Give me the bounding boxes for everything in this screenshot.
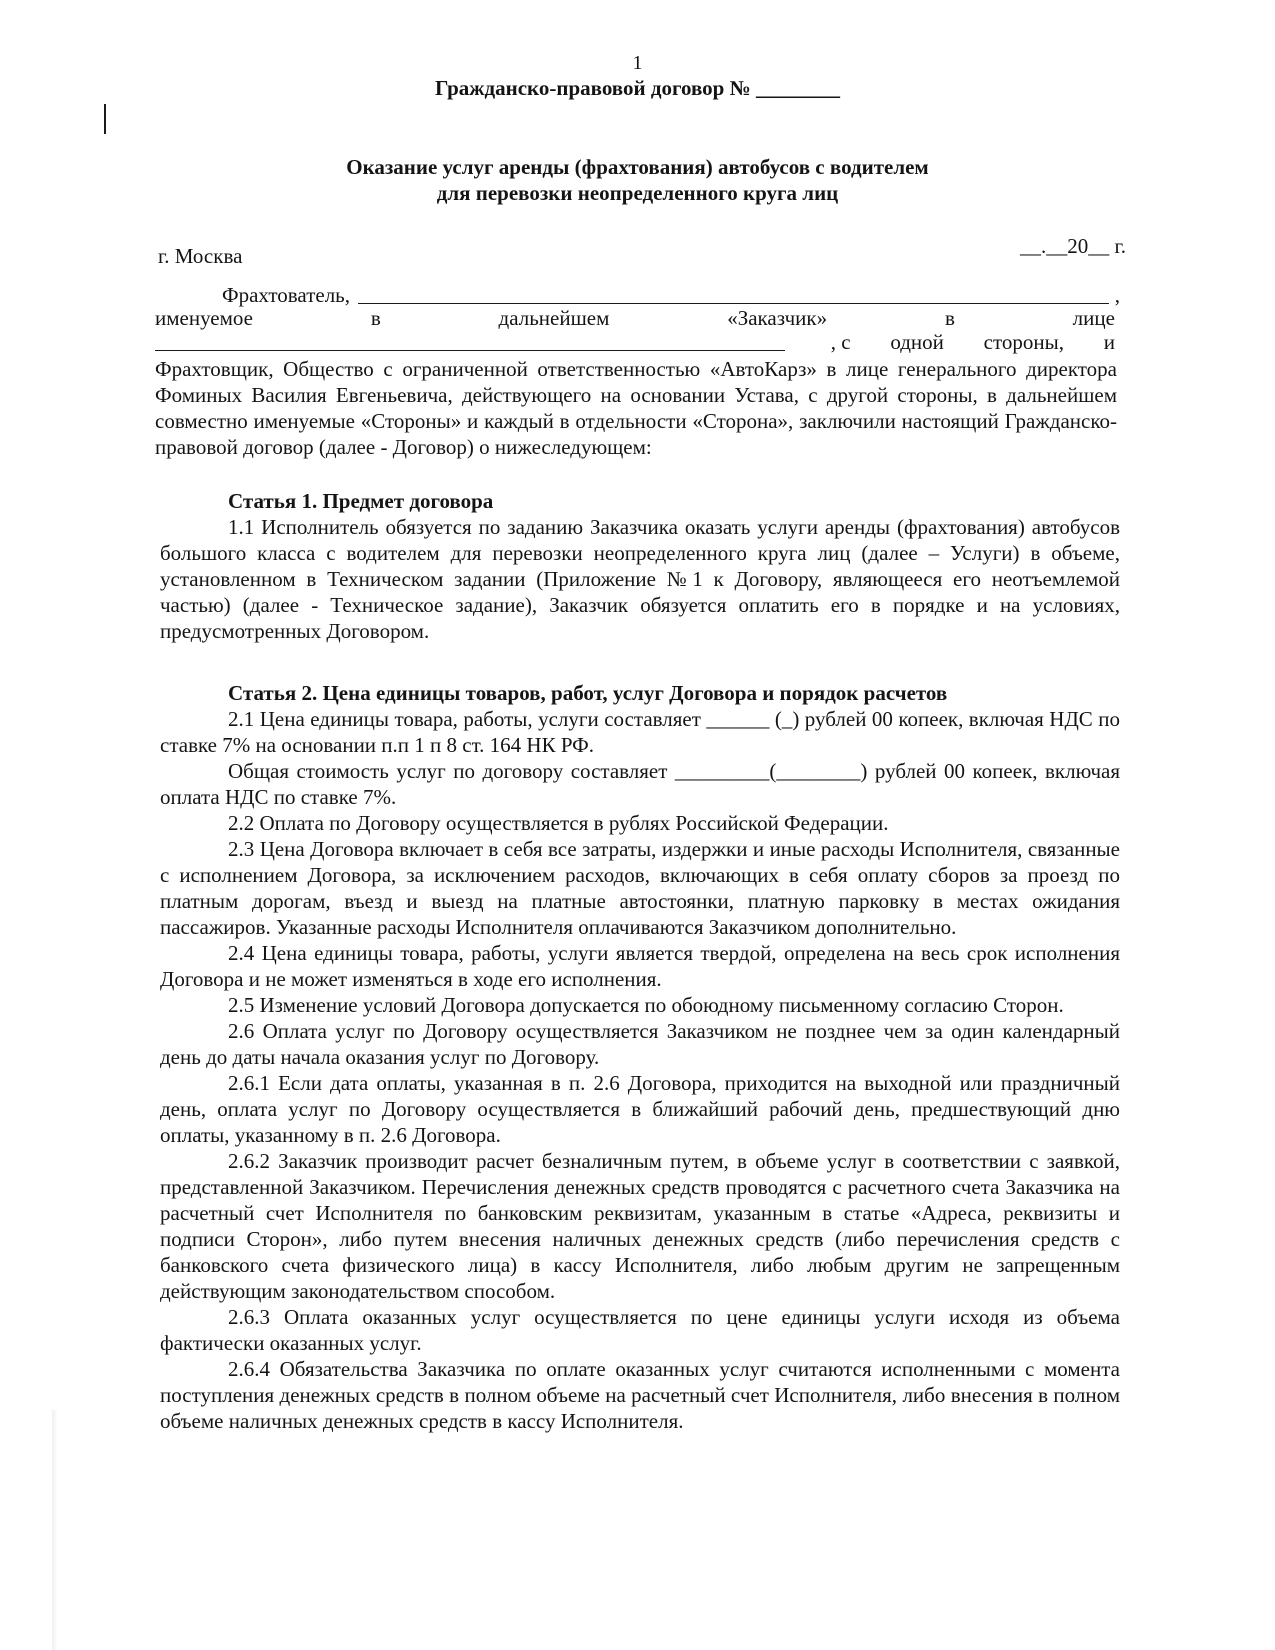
clause-2-1: 2.1 Цена единицы товара, работы, услуги составляет ______ (_) рублей 00 копеек, включая НДС по ставке 7% на основании п.п 1 п 8 ст. 164 НК РФ. — [160, 707, 1120, 757]
article-1 — [160, 488, 1120, 644]
clause-2-6-4: 2.6.4 Обязательства Заказчика по оплате оказанных услуг считаются исполненными с момента поступления денежных средств в полном объеме на расчетный счет Исполнителя, либо внесения в полном объеме наличных денежных средств в кассу Исполнителя. — [160, 1357, 1120, 1433]
named-line — [155, 306, 1115, 331]
contract-subtitle — [0, 154, 1275, 206]
clause-2-6-3: 2.6.3 Оплата оказанных услуг осуществляется по цене единицы услуги исходя из объема фактически оказанных услуг. — [160, 1305, 1120, 1355]
side-word: одной — [890, 330, 944, 354]
representative-line — [155, 330, 1115, 355]
city: г. Москва — [158, 244, 243, 268]
named-word: «Заказчик» — [727, 306, 828, 330]
clause-2-4: 2.4 Цена единицы товара, работы, услуги является твердой, определена на весь срок исполнения Договора и не может изменяться в ходе его исполнения. — [160, 941, 1120, 991]
freighter-label: Фрахтователь, — [222, 283, 351, 307]
freighter-blank — [358, 302, 1109, 304]
clause-2-6-2: 2.6.2 Заказчик производит расчет безналичным путем, в объеме услуг в соответствии с заявкой, представленной Заказчиком. Перечисления денежных средств проводятся с расчетного счета Заказчика на расчетный счет Исполнителя по банковским реквизитам, указанным в статье «Адреса, реквизиты и подписи Сторон», либо путем внесения наличных денежных средств (либо перечисления средств с банковского счета физического лица) в кассу Исполнителя, либо любым другим не запрещенным действующим законодательством способом. — [160, 1149, 1120, 1303]
clause-2-2: 2.2 Оплата по Договору осуществляется в рублях Российской Федерации. — [228, 811, 889, 835]
named-word: лице — [1072, 306, 1115, 330]
clause-2-6: 2.6 Оплата услуг по Договору осуществляется Заказчиком не позднее чем за один календарный день до даты начала оказания услуг по Договору. — [160, 1019, 1120, 1069]
subtitle-line-2: для перевозки неопределенного круга лиц — [436, 181, 839, 205]
clause-2-3: 2.3 Цена Договора включает в себя все затраты, издержки и иные расходы Исполнителя, связанные с исполнением Договора, за исключением расходов, включающих в себя оплату сборов за проезд по платным дорогам, въезд и выезд на платные автостоянки, платную парковку в местах ожидания пассажиров. Указанные расходы Исполнителя оплачиваются Заказчиком дополнительно. — [160, 837, 1120, 939]
named-word: в — [944, 306, 955, 330]
clause-2-5: 2.5 Изменение условий Договора допускается по обоюдному письменному согласию Сторон. — [228, 993, 1064, 1017]
scan-shadow — [52, 1410, 58, 1650]
article-2 — [160, 680, 1120, 1434]
contract-date: __.__20__ г. — [1020, 234, 1126, 258]
named-word: именуемое — [155, 306, 253, 330]
clause-2-1-total: Общая стоимость услуг по договору составляет _________(________) рублей 00 копеек, включая оплата НДС по ставке 7%. — [160, 759, 1120, 809]
paragraph: Фрахтовщик, Общество с ограниченной ответственностью «АвтоКарз» в лице генерального директора Фоминых Василия Евгеньевича, действующего на основании Устава, с другой стороны, в дальнейшем совместно именуемые «Стороны» и каждый в отдельности «Сторона», заключили настоящий Гражданско-правовой договор (далее - Договор) о нижеследующем: — [155, 357, 1117, 459]
representative-blank — [155, 349, 785, 351]
clause-1-1: 1.1 Исполнитель обязуется по заданию Заказчика оказать услуги аренды (фрахтования) автобусов большого класса с водителем для перевозки неопределенного круга лиц (далее – Услуги) в объеме, установленном в Техническом задании (Приложение №1 к Договору, являющееся его неотъемлемой частью) (далее - Техническое задание), Заказчик обязуется оплатить его в порядке и на условиях, предусмотренных Договором. — [160, 515, 1120, 643]
article-2-heading: Статья 2. Цена единицы товаров, работ, услуг Договора и порядок расчетов — [228, 681, 948, 705]
named-word: дальнейшем — [498, 306, 610, 330]
side-word: и — [1103, 330, 1115, 354]
subtitle-line-1: Оказание услуг аренды (фрахтования) автобусов с водителем — [346, 155, 929, 179]
side-word: стороны, — [983, 330, 1064, 354]
page-number: 1 — [632, 52, 643, 74]
scan-artifact-mark — [104, 104, 106, 134]
contract-title: Гражданско-правовой договор № ________ — [435, 76, 840, 100]
named-word: в — [370, 306, 381, 330]
side-word: , с — [830, 330, 851, 354]
freighter-comma: , — [1114, 283, 1120, 307]
parties-continuation — [155, 356, 1117, 460]
freighter-line — [160, 283, 1120, 308]
article-1-heading: Статья 1. Предмет договора — [228, 489, 494, 513]
clause-2-6-1: 2.6.1 Если дата оплаты, указанная в п. 2.6 Договора, приходится на выходной или праздничный день, оплата услуг по Договору осуществляется в ближайший рабочий день, предшествующий дню оплаты, указанному в п. 2.6 Договора. — [160, 1071, 1120, 1147]
